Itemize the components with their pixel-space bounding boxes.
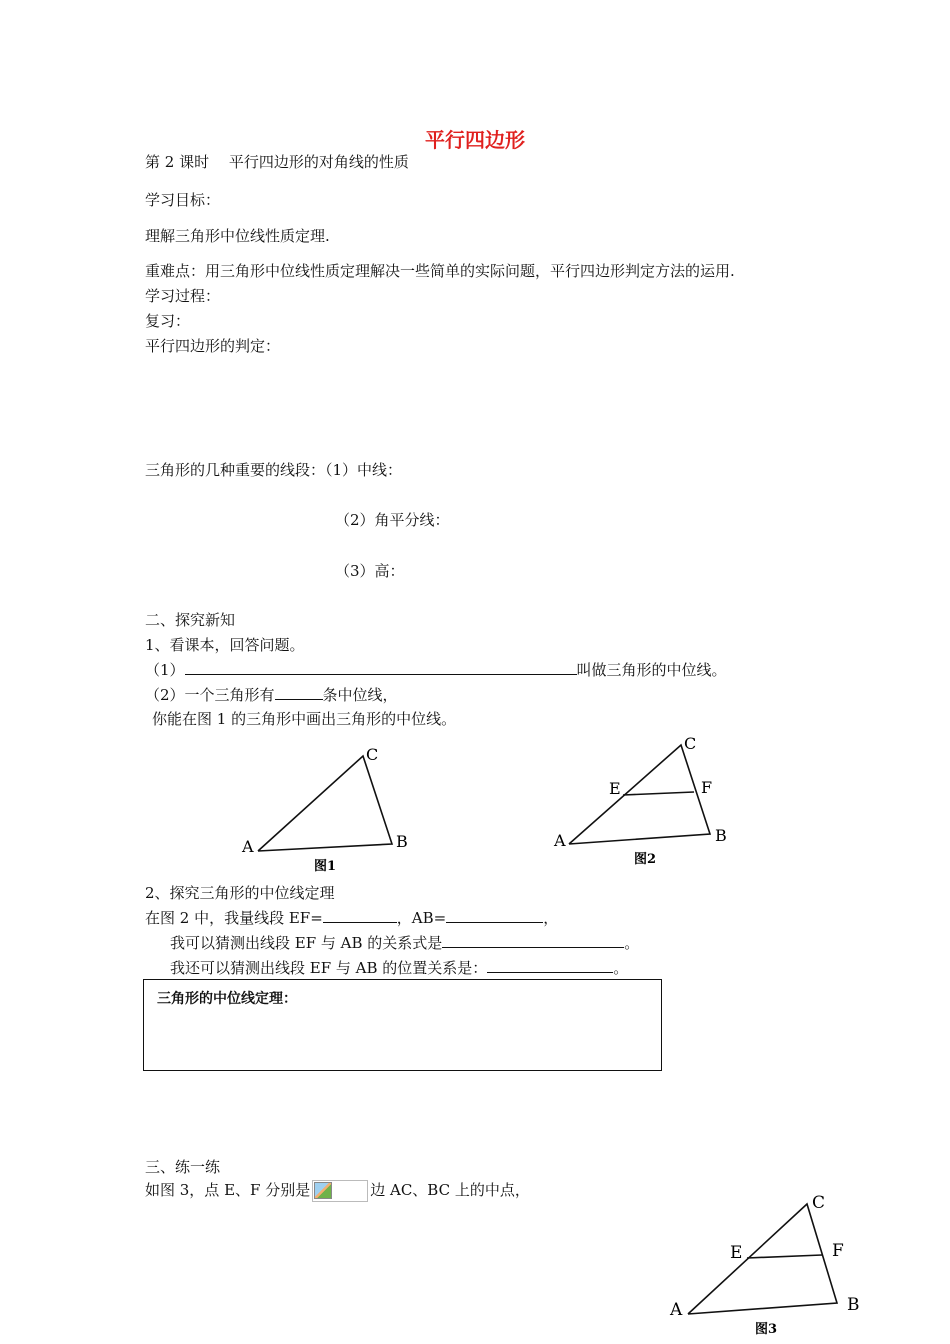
fig2-label-f: F <box>701 778 713 797</box>
fig1-caption: 图1 <box>314 859 337 874</box>
q2-2-text-b: 。 <box>624 934 640 952</box>
q2-2-text-a: 我可以猜测出线段 EF 与 AB 的关系式是 <box>170 934 443 952</box>
question-2-2 <box>170 933 639 953</box>
q2-1-text-c: ， <box>543 909 559 927</box>
fig3-label-f: F <box>832 1241 844 1261</box>
figure-3 <box>665 1188 870 1338</box>
review-label: 复习： <box>145 312 191 330</box>
theorem-box[interactable] <box>143 979 662 1071</box>
fig2-label-c: C <box>684 734 697 753</box>
fig1-label-b: B <box>396 832 408 851</box>
question-2-3 <box>170 958 628 978</box>
fig2-label-a: A <box>554 831 566 850</box>
segment-altitude: （3）高： <box>335 562 405 580</box>
fig2-label-b: B <box>715 826 727 845</box>
question-2-1 <box>145 908 558 928</box>
answer-blank-ef-length[interactable] <box>323 908 397 923</box>
theorem-label: 三角形的中位线定理： <box>157 991 297 1007</box>
answer-blank-midline-count[interactable] <box>275 685 323 700</box>
segment-angle-bisector: （2）角平分线： <box>335 511 450 529</box>
fig3-label-b: B <box>847 1295 860 1315</box>
fig3-label-c: C <box>812 1193 826 1213</box>
question-1: 1、看课本，回答问题。 <box>145 636 305 654</box>
fig3-label-a: A <box>670 1300 683 1320</box>
question-1-3: 你能在图 1 的三角形中画出三角形的中位线。 <box>152 710 457 728</box>
answer-blank-relation[interactable] <box>442 933 624 948</box>
answer-blank-ab-length[interactable] <box>446 908 543 923</box>
segments-label: 三角形的几种重要的线段：（1）中线： <box>145 461 403 479</box>
fig2-label-e: E <box>609 779 621 798</box>
q3-text-b: 边 AC、BC 上的中点， <box>370 1181 530 1199</box>
goal-text: 理解三角形中位线性质定理. <box>145 227 330 245</box>
fig1-label-c: C <box>366 745 379 764</box>
broken-image-icon <box>312 1180 368 1202</box>
fig1-triangle <box>258 756 392 851</box>
answer-blank-midline-def[interactable] <box>185 660 577 675</box>
goal-label: 学习目标： <box>145 191 221 209</box>
question-1-1 <box>145 660 727 680</box>
q2-3-text-a: 我还可以猜测出线段 EF 与 AB 的位置关系是： <box>170 959 488 977</box>
q3-text-a: 如图 3，点 E、F 分别是 <box>145 1181 311 1199</box>
figure-2 <box>550 730 740 870</box>
question-1-2 <box>145 685 398 705</box>
section-explore: 二、探究新知 <box>145 611 236 629</box>
criteria-label: 平行四边形的判定： <box>145 337 281 355</box>
fig3-triangle <box>688 1204 837 1314</box>
fig3-caption: 图3 <box>755 1322 778 1337</box>
fig2-midline <box>623 792 694 795</box>
key-points: 重难点：用三角形中位线性质定理解决一些简单的实际问题，平行四边形判定方法的运用. <box>145 262 735 280</box>
fig2-caption: 图2 <box>634 852 657 867</box>
q1-2-suffix: 条中位线， <box>322 686 398 704</box>
page-title: 平行四边形 <box>425 128 525 152</box>
fig3-label-e: E <box>730 1243 743 1263</box>
lesson-subtitle: 第 2 课时 平行四边形的对角线的性质 <box>145 153 409 171</box>
process-label: 学习过程： <box>145 287 221 305</box>
q1-1-prefix: （1） <box>145 661 185 679</box>
q2-1-text-a: 在图 2 中，我量线段 EF= <box>145 909 323 927</box>
q2-1-text-b: ，AB= <box>396 909 447 927</box>
section-practice: 三、练一练 <box>145 1158 221 1176</box>
q2-3-text-b: 。 <box>613 959 629 977</box>
figure-1 <box>236 740 426 875</box>
answer-blank-position[interactable] <box>487 958 613 973</box>
q1-1-suffix: 叫做三角形的中位线。 <box>576 661 727 679</box>
question-2: 2、探究三角形的中位线定理 <box>145 884 335 902</box>
question-3 <box>145 1180 530 1202</box>
q1-2-prefix: （2）一个三角形有 <box>145 686 275 704</box>
fig1-label-a: A <box>242 837 254 856</box>
fig3-midline <box>747 1255 822 1258</box>
